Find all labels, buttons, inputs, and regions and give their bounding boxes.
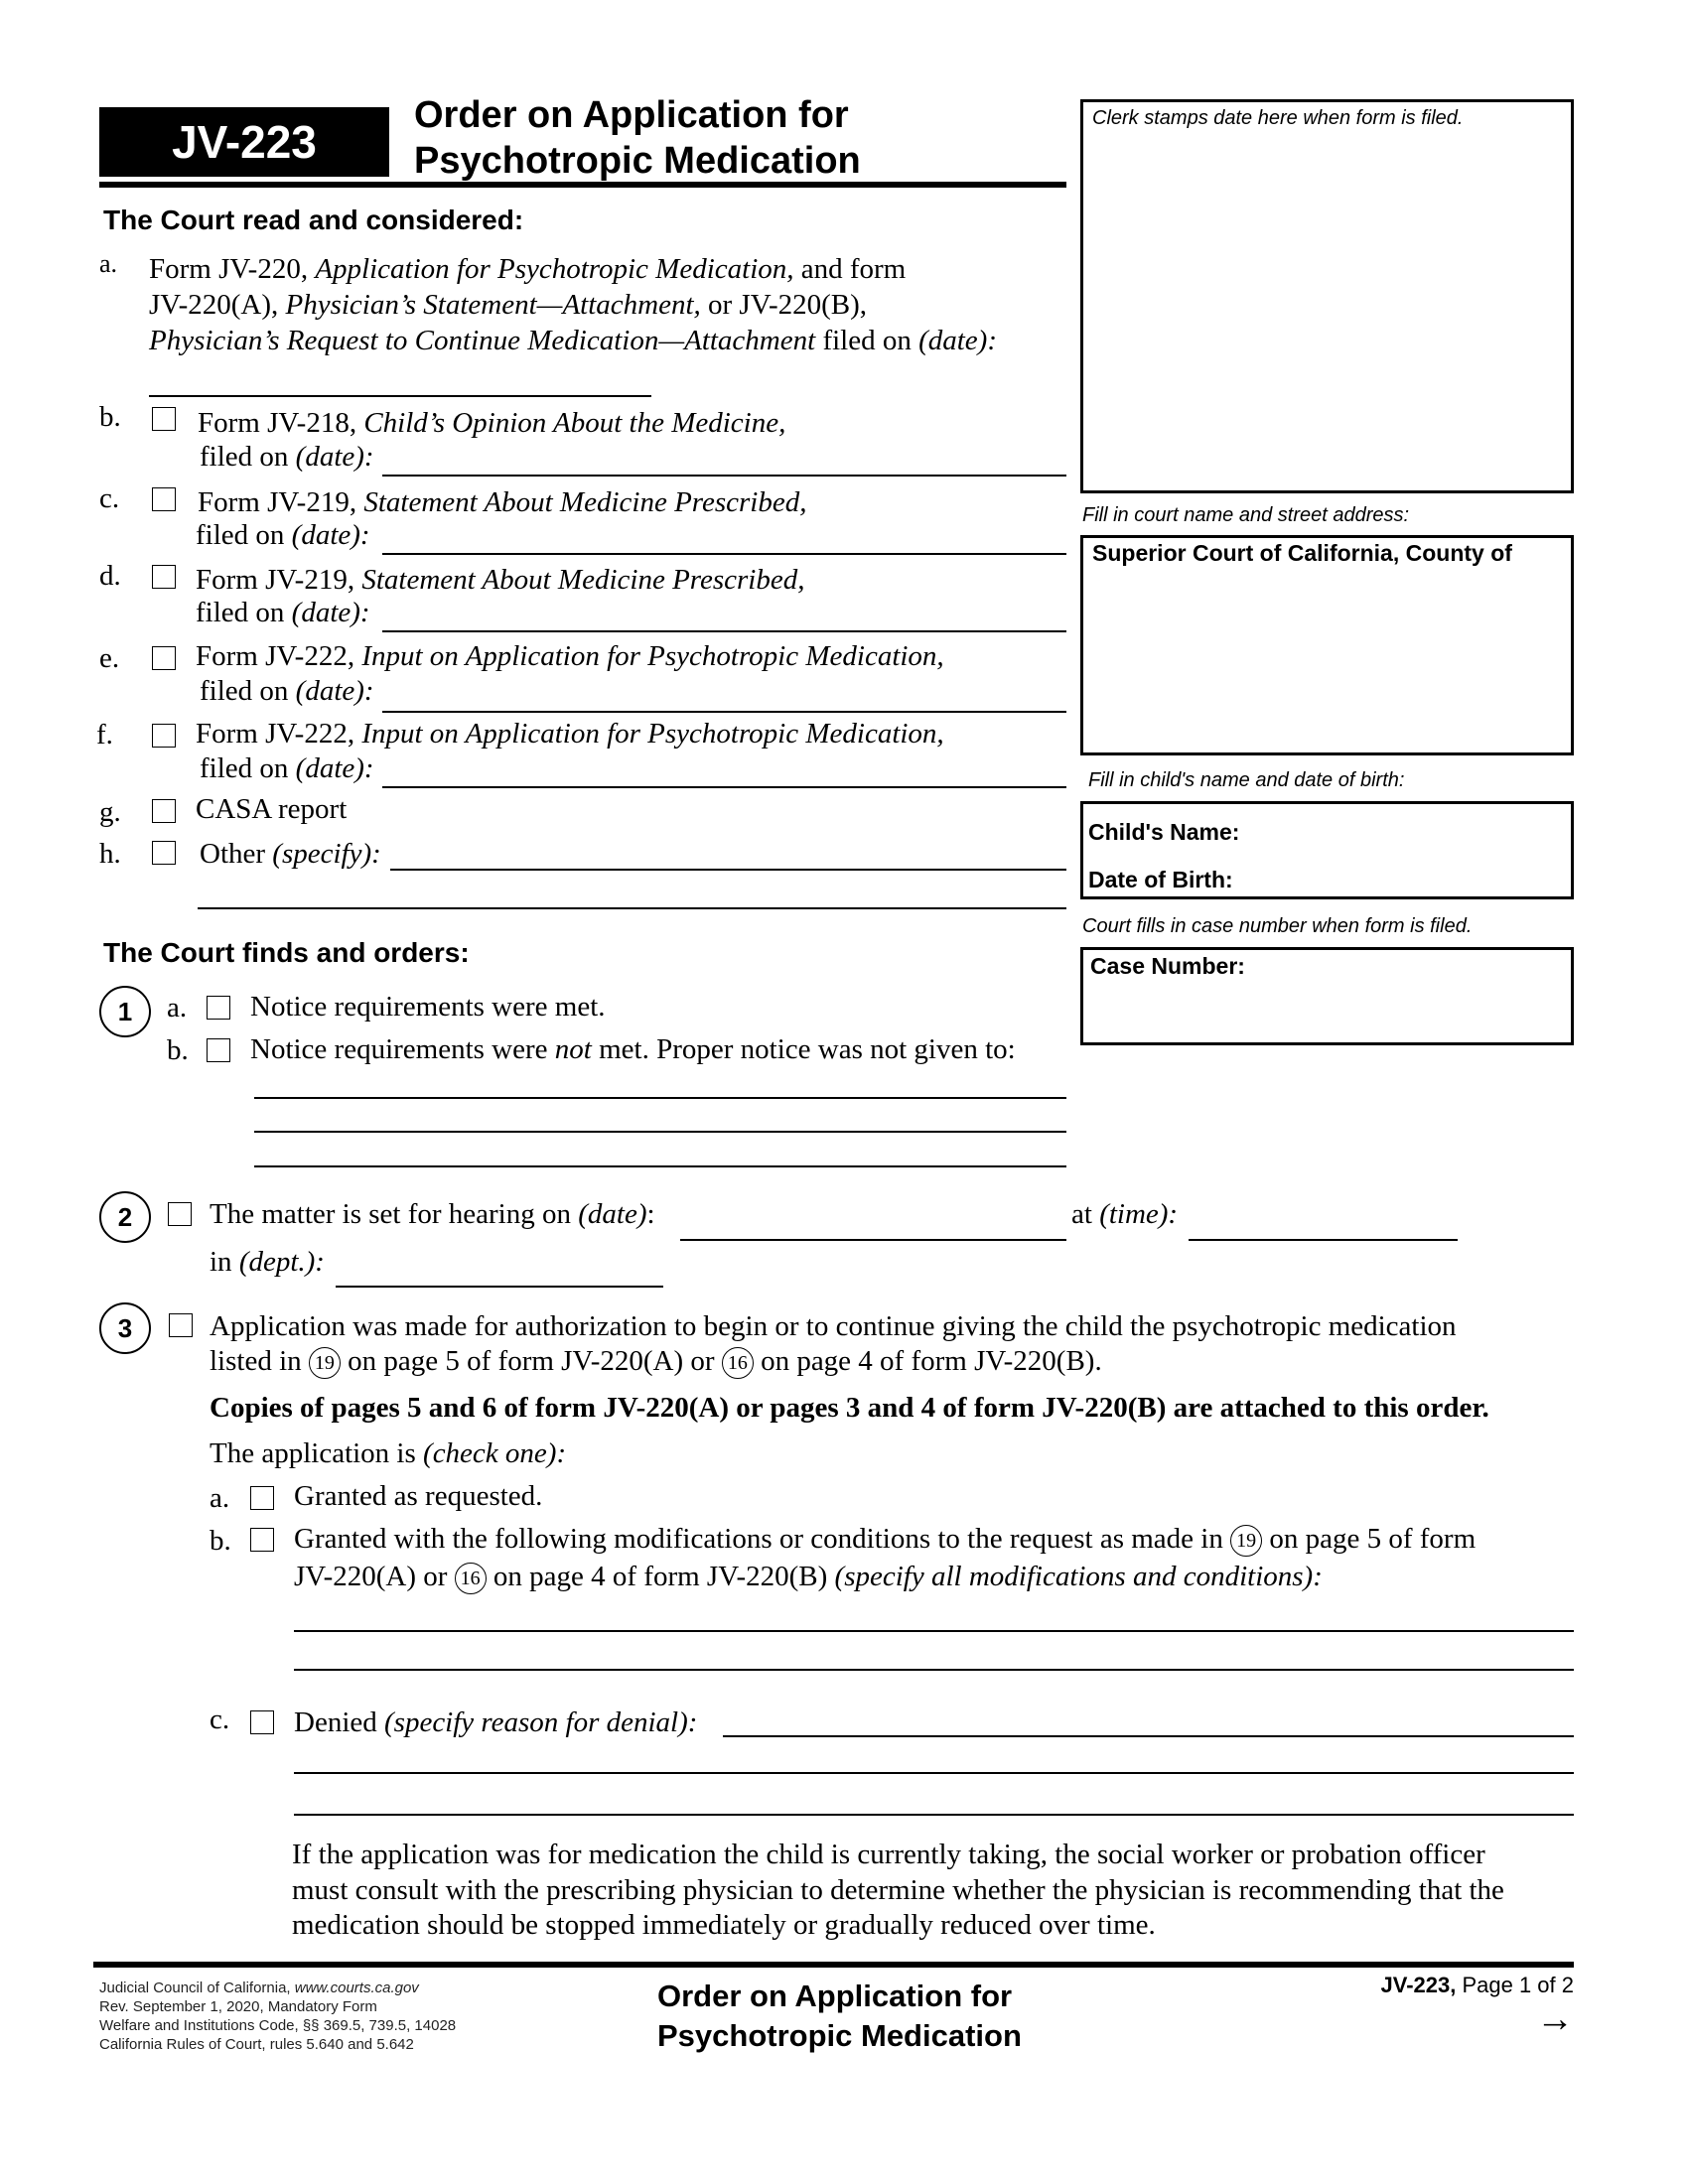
notice-field-2[interactable] [254, 1131, 1066, 1133]
item-e-checkbox[interactable] [152, 646, 176, 670]
item-a-line2: JV-220(A), Physician’s Statement—Attachment, or JV-220(B), [149, 289, 868, 321]
item-3a-letter: a. [210, 1482, 230, 1514]
item-b-checkbox[interactable] [152, 407, 176, 431]
item-b-filed: filed on (date): [200, 441, 374, 473]
item-d-filed: filed on (date): [196, 597, 370, 628]
item-3-number: 3 [99, 1302, 151, 1354]
item-d-checkbox[interactable] [152, 565, 176, 589]
form-title-line2: Psychotropic Medication [414, 140, 861, 182]
item-19-reference: 19 [1230, 1525, 1262, 1557]
considered-heading: The Court read and considered: [103, 205, 524, 235]
hearing-date-field[interactable] [680, 1239, 1066, 1241]
item-d-text: Form JV-219, Statement About Medicine Prescribed, [196, 564, 805, 596]
granted-modified-checkbox[interactable] [250, 1528, 274, 1552]
item-c-date-field[interactable] [382, 553, 1066, 555]
granted-modified-line2: JV-220(A) or 16 on page 4 of form JV-220(B) (specify all modifications and conditions): [294, 1559, 1323, 1594]
notice-field-3[interactable] [254, 1165, 1066, 1167]
item-h-text: Other (specify): [200, 838, 381, 870]
item-3-line1: Application was made for authorization to begin or to continue giving the child the psychotropic medication [210, 1310, 1457, 1342]
clerk-stamp-label: Clerk stamps date here when form is filed. [1092, 107, 1464, 129]
item-h-specify-field[interactable] [390, 869, 1066, 871]
court-name-field[interactable] [1080, 535, 1574, 755]
item-e-filed: filed on (date): [200, 675, 374, 707]
orders-heading: The Court finds and orders: [103, 937, 470, 968]
item-a-date-field[interactable] [149, 395, 651, 397]
item-c-text: Form JV-219, Statement About Medicine Prescribed, [198, 486, 807, 518]
child-name-label: Child's Name: [1088, 819, 1240, 845]
granted-text: Granted as requested. [294, 1480, 543, 1512]
item-e-date-field[interactable] [382, 711, 1066, 713]
form-number-badge: JV-223 [99, 107, 389, 177]
item-2-number: 2 [99, 1191, 151, 1243]
item-a-letter: a. [99, 249, 118, 278]
footer-title-line2: Psychotropic Medication [657, 2018, 1022, 2053]
item-f-date-field[interactable] [382, 786, 1066, 788]
court-name-label: Fill in court name and street address: [1082, 504, 1410, 526]
item-b-letter: b. [99, 401, 121, 433]
item-a-line3: Physician’s Request to Continue Medication—Attachment filed on (date): [149, 325, 997, 356]
item-a-line1: Form JV-220, Application for Psychotropic Medication, and form [149, 253, 907, 285]
item-1b-text: Notice requirements were not met. Proper notice was not given to: [250, 1033, 1016, 1065]
clerk-stamp-box [1080, 99, 1574, 493]
granted-checkbox[interactable] [250, 1486, 274, 1510]
item-f-text: Form JV-222, Input on Application for Psychotropic Medication, [196, 718, 944, 750]
item-1b-checkbox[interactable] [207, 1038, 230, 1062]
item-c-checkbox[interactable] [152, 487, 176, 511]
form-title-line1: Order on Application for [414, 94, 849, 136]
item-16-reference: 16 [455, 1563, 487, 1594]
item-16-reference: 16 [722, 1347, 754, 1379]
footer-code: Welfare and Institutions Code, §§ 369.5, 739.5, 14028 [99, 2017, 457, 2034]
modifications-field-2[interactable] [294, 1669, 1574, 1671]
court-name-prefix: Superior Court of California, County of [1092, 540, 1512, 566]
item-e-text: Form JV-222, Input on Application for Psychotropic Medication, [196, 640, 944, 672]
item-h-checkbox[interactable] [152, 841, 176, 865]
item-e-letter: e. [99, 642, 120, 674]
application-is-label: The application is (check one): [210, 1437, 567, 1469]
footer-revision: Rev. September 1, 2020, Mandatory Form [99, 1998, 377, 2015]
child-info-label: Fill in child's name and date of birth: [1088, 769, 1405, 791]
item-1a-text: Notice requirements were met. [250, 991, 606, 1023]
denial-reason-field-3[interactable] [294, 1814, 1574, 1816]
denied-checkbox[interactable] [250, 1710, 274, 1734]
item-f-checkbox[interactable] [152, 724, 176, 748]
item-c-letter: c. [99, 482, 120, 514]
item-1a-checkbox[interactable] [207, 996, 230, 1020]
footer-title-line1: Order on Application for [657, 1979, 1013, 2013]
case-number-note: Court fills in case number when form is filed. [1082, 915, 1473, 937]
footer-rules: California Rules of Court, rules 5.640 and 5.642 [99, 2036, 414, 2053]
item-f-letter: f. [96, 719, 113, 751]
item-c-filed: filed on (date): [196, 519, 370, 551]
page-indicator: JV-223, Page 1 of 2 [1380, 1973, 1574, 1997]
notice-field-1[interactable] [254, 1097, 1066, 1099]
item-g-text: CASA report [196, 793, 348, 825]
item-b-date-field[interactable] [382, 475, 1066, 477]
item-h-specify-field-2[interactable] [198, 907, 1066, 909]
hearing-dept-field[interactable] [336, 1286, 663, 1288]
footer-publisher: Judicial Council of California, www.courts.ca.gov [99, 1979, 419, 1996]
consult-note-line1: If the application was for medication the child is currently taking, the social worker or probation officer [292, 1839, 1485, 1870]
item-2-text: The matter is set for hearing on (date): [210, 1198, 655, 1230]
consult-note-line2: must consult with the prescribing physician to determine whether the physician is recommending that the [292, 1874, 1504, 1906]
item-1a-letter: a. [167, 992, 188, 1024]
attached-copies-note: Copies of pages 5 and 6 of form JV-220(A) or pages 3 and 4 of form JV-220(B) are attached to this order. [210, 1392, 1489, 1424]
item-g-letter: g. [99, 796, 121, 828]
hearing-time-label: at (time): [1071, 1198, 1179, 1230]
modifications-field-1[interactable] [294, 1630, 1574, 1632]
next-page-arrow-icon[interactable]: → [1536, 1998, 1574, 2040]
item-f-filed: filed on (date): [200, 752, 374, 784]
item-3c-letter: c. [210, 1704, 230, 1735]
hearing-time-field[interactable] [1189, 1239, 1458, 1241]
header-rule [99, 182, 1066, 188]
item-1b-letter: b. [167, 1034, 189, 1066]
item-h-letter: h. [99, 838, 121, 870]
item-b-text: Form JV-218, Child’s Opinion About the Medicine, [198, 407, 786, 439]
item-d-date-field[interactable] [382, 630, 1066, 632]
item-d-letter: d. [99, 560, 121, 592]
date-of-birth-label: Date of Birth: [1088, 867, 1233, 892]
denial-reason-field-1[interactable] [723, 1735, 1574, 1737]
denied-text: Denied (specify reason for denial): [294, 1706, 698, 1738]
item-3b-letter: b. [210, 1525, 231, 1557]
footer-rule [93, 1962, 1574, 1968]
item-3-line2: listed in 19 on page 5 of form JV-220(A) or 16 on page 4 of form JV-220(B). [210, 1343, 1102, 1379]
item-19-reference: 19 [309, 1347, 341, 1379]
item-1-number: 1 [99, 986, 151, 1037]
consult-note-line3: medication should be stopped immediately or gradually reduced over time. [292, 1909, 1156, 1941]
granted-modified-line1: Granted with the following modifications or conditions to the request as made in 19 on page 5 of form [294, 1521, 1476, 1557]
item-g-checkbox[interactable] [152, 799, 176, 823]
item-2-checkbox[interactable] [168, 1202, 192, 1226]
denial-reason-field-2[interactable] [294, 1772, 1574, 1774]
hearing-dept-label: in (dept.): [210, 1246, 325, 1278]
item-3-checkbox[interactable] [169, 1313, 193, 1337]
case-number-label: Case Number: [1090, 953, 1245, 979]
